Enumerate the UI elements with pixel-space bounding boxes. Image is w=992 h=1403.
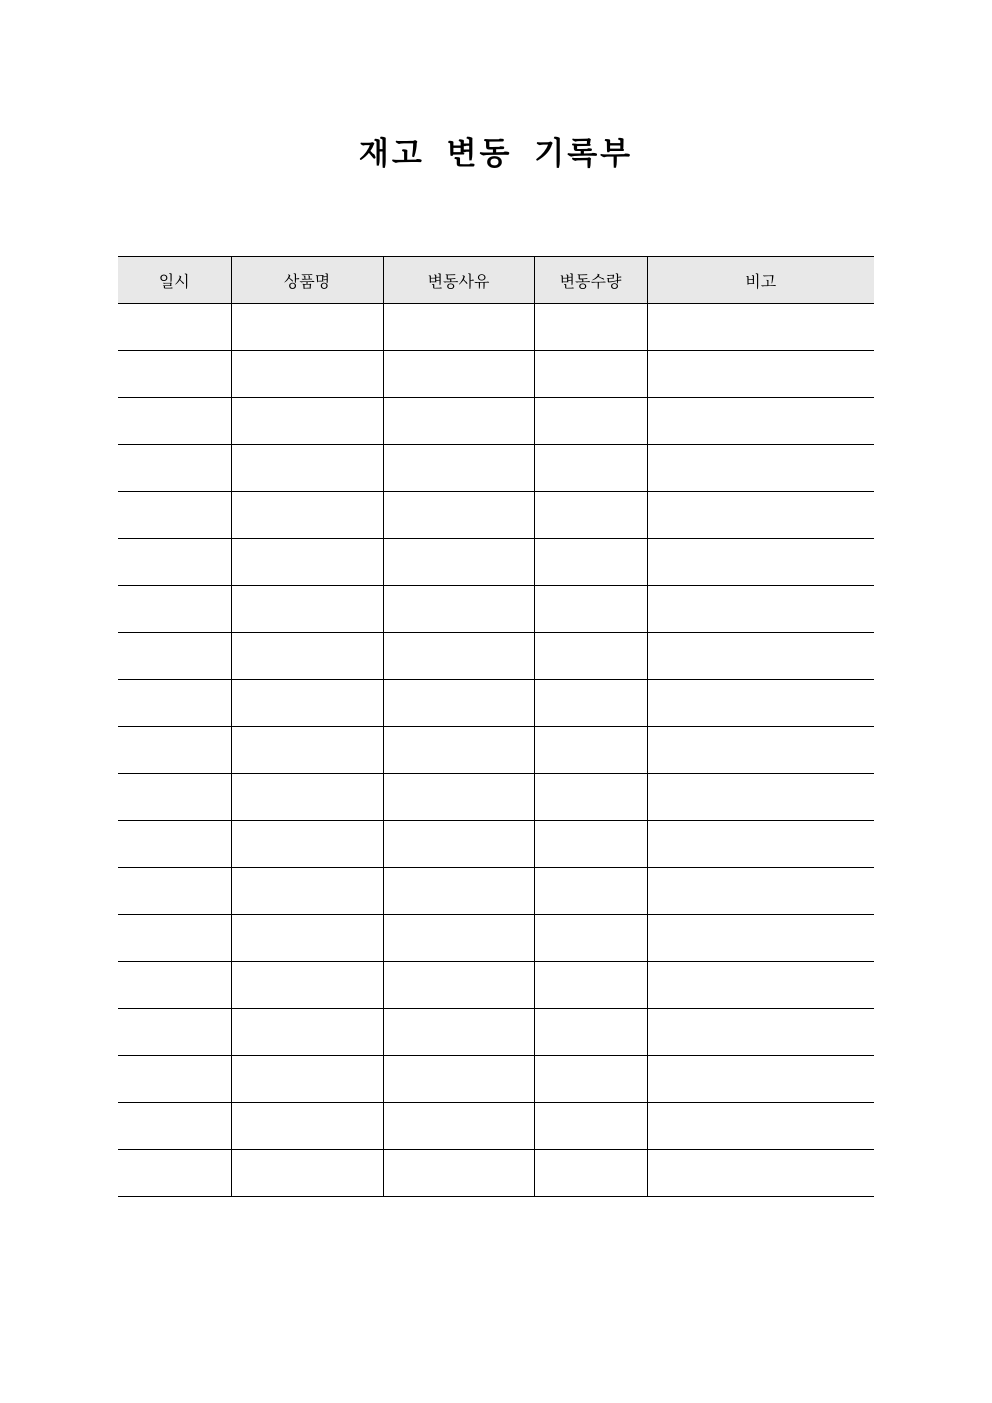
cell-remarks	[647, 868, 874, 915]
table-row	[118, 304, 874, 351]
cell-remarks	[647, 727, 874, 774]
cell-change-quantity	[534, 868, 647, 915]
table-header	[118, 257, 874, 304]
cell-remarks	[647, 1056, 874, 1103]
cell-change-quantity	[534, 633, 647, 680]
cell-change-quantity	[534, 445, 647, 492]
table-row	[118, 1056, 874, 1103]
table-row	[118, 915, 874, 962]
cell-remarks	[647, 1009, 874, 1056]
cell-change-reason	[383, 1009, 534, 1056]
cell-datetime	[118, 868, 231, 915]
inventory-ledger-table	[118, 256, 874, 1197]
cell-product-name	[231, 586, 383, 633]
cell-change-reason	[383, 398, 534, 445]
cell-datetime	[118, 1150, 231, 1197]
cell-product-name	[231, 445, 383, 492]
cell-product-name	[231, 1056, 383, 1103]
cell-change-reason	[383, 868, 534, 915]
table-row	[118, 398, 874, 445]
cell-change-quantity	[534, 351, 647, 398]
cell-product-name	[231, 1150, 383, 1197]
table-row	[118, 868, 874, 915]
cell-change-quantity	[534, 539, 647, 586]
table-row	[118, 492, 874, 539]
cell-change-reason	[383, 445, 534, 492]
cell-remarks	[647, 304, 874, 351]
cell-product-name	[231, 821, 383, 868]
cell-change-quantity	[534, 492, 647, 539]
cell-change-quantity	[534, 1150, 647, 1197]
column-header-remarks: 비고	[647, 257, 874, 304]
table-row	[118, 1103, 874, 1150]
cell-change-quantity	[534, 915, 647, 962]
document-title: 재고 변동 기록부	[358, 136, 634, 172]
cell-datetime	[118, 915, 231, 962]
cell-product-name	[231, 492, 383, 539]
cell-change-reason	[383, 962, 534, 1009]
cell-change-quantity	[534, 774, 647, 821]
cell-datetime	[118, 774, 231, 821]
cell-product-name	[231, 727, 383, 774]
cell-product-name	[231, 774, 383, 821]
table-row	[118, 445, 874, 492]
cell-datetime	[118, 962, 231, 1009]
cell-change-reason	[383, 1150, 534, 1197]
cell-change-quantity	[534, 1009, 647, 1056]
cell-remarks	[647, 962, 874, 1009]
cell-change-quantity	[534, 304, 647, 351]
table-row	[118, 539, 874, 586]
cell-datetime	[118, 1056, 231, 1103]
cell-change-reason	[383, 351, 534, 398]
cell-datetime	[118, 445, 231, 492]
table-row	[118, 821, 874, 868]
cell-change-quantity	[534, 962, 647, 1009]
cell-datetime	[118, 1009, 231, 1056]
cell-product-name	[231, 398, 383, 445]
cell-datetime	[118, 1103, 231, 1150]
cell-change-quantity	[534, 586, 647, 633]
cell-change-reason	[383, 727, 534, 774]
cell-change-reason	[383, 304, 534, 351]
cell-change-reason	[383, 915, 534, 962]
cell-product-name	[231, 1103, 383, 1150]
cell-product-name	[231, 351, 383, 398]
cell-change-quantity	[534, 821, 647, 868]
table-body	[118, 304, 874, 1197]
table-row	[118, 1009, 874, 1056]
cell-remarks	[647, 1103, 874, 1150]
cell-product-name	[231, 680, 383, 727]
column-header-product-name: 상품명	[231, 257, 383, 304]
cell-product-name	[231, 962, 383, 1009]
cell-datetime	[118, 492, 231, 539]
table-row	[118, 633, 874, 680]
cell-change-quantity	[534, 1056, 647, 1103]
cell-product-name	[231, 915, 383, 962]
cell-change-reason	[383, 586, 534, 633]
cell-change-reason	[383, 1103, 534, 1150]
cell-change-reason	[383, 492, 534, 539]
cell-remarks	[647, 680, 874, 727]
cell-change-reason	[383, 539, 534, 586]
cell-datetime	[118, 351, 231, 398]
table-row	[118, 680, 874, 727]
table-row	[118, 727, 874, 774]
cell-remarks	[647, 351, 874, 398]
cell-datetime	[118, 633, 231, 680]
cell-change-reason	[383, 774, 534, 821]
cell-datetime	[118, 586, 231, 633]
cell-remarks	[647, 633, 874, 680]
table-row	[118, 774, 874, 821]
cell-product-name	[231, 304, 383, 351]
table-row	[118, 351, 874, 398]
cell-datetime	[118, 821, 231, 868]
cell-product-name	[231, 868, 383, 915]
column-header-change-reason: 변동사유	[383, 257, 534, 304]
cell-change-reason	[383, 633, 534, 680]
table-row	[118, 1150, 874, 1197]
cell-remarks	[647, 445, 874, 492]
cell-product-name	[231, 1009, 383, 1056]
cell-change-quantity	[534, 398, 647, 445]
cell-change-quantity	[534, 1103, 647, 1150]
header-row	[118, 257, 874, 304]
cell-remarks	[647, 1150, 874, 1197]
cell-remarks	[647, 539, 874, 586]
column-header-datetime: 일시	[118, 257, 231, 304]
cell-datetime	[118, 727, 231, 774]
cell-product-name	[231, 539, 383, 586]
cell-change-quantity	[534, 727, 647, 774]
cell-change-quantity	[534, 680, 647, 727]
cell-remarks	[647, 774, 874, 821]
cell-remarks	[647, 821, 874, 868]
table-row	[118, 586, 874, 633]
cell-change-reason	[383, 1056, 534, 1103]
cell-datetime	[118, 680, 231, 727]
cell-datetime	[118, 304, 231, 351]
cell-remarks	[647, 915, 874, 962]
cell-remarks	[647, 398, 874, 445]
table-row	[118, 962, 874, 1009]
cell-change-reason	[383, 821, 534, 868]
cell-datetime	[118, 398, 231, 445]
cell-remarks	[647, 586, 874, 633]
cell-remarks	[647, 492, 874, 539]
column-header-change-quantity: 변동수량	[534, 257, 647, 304]
cell-product-name	[231, 633, 383, 680]
cell-datetime	[118, 539, 231, 586]
cell-change-reason	[383, 680, 534, 727]
